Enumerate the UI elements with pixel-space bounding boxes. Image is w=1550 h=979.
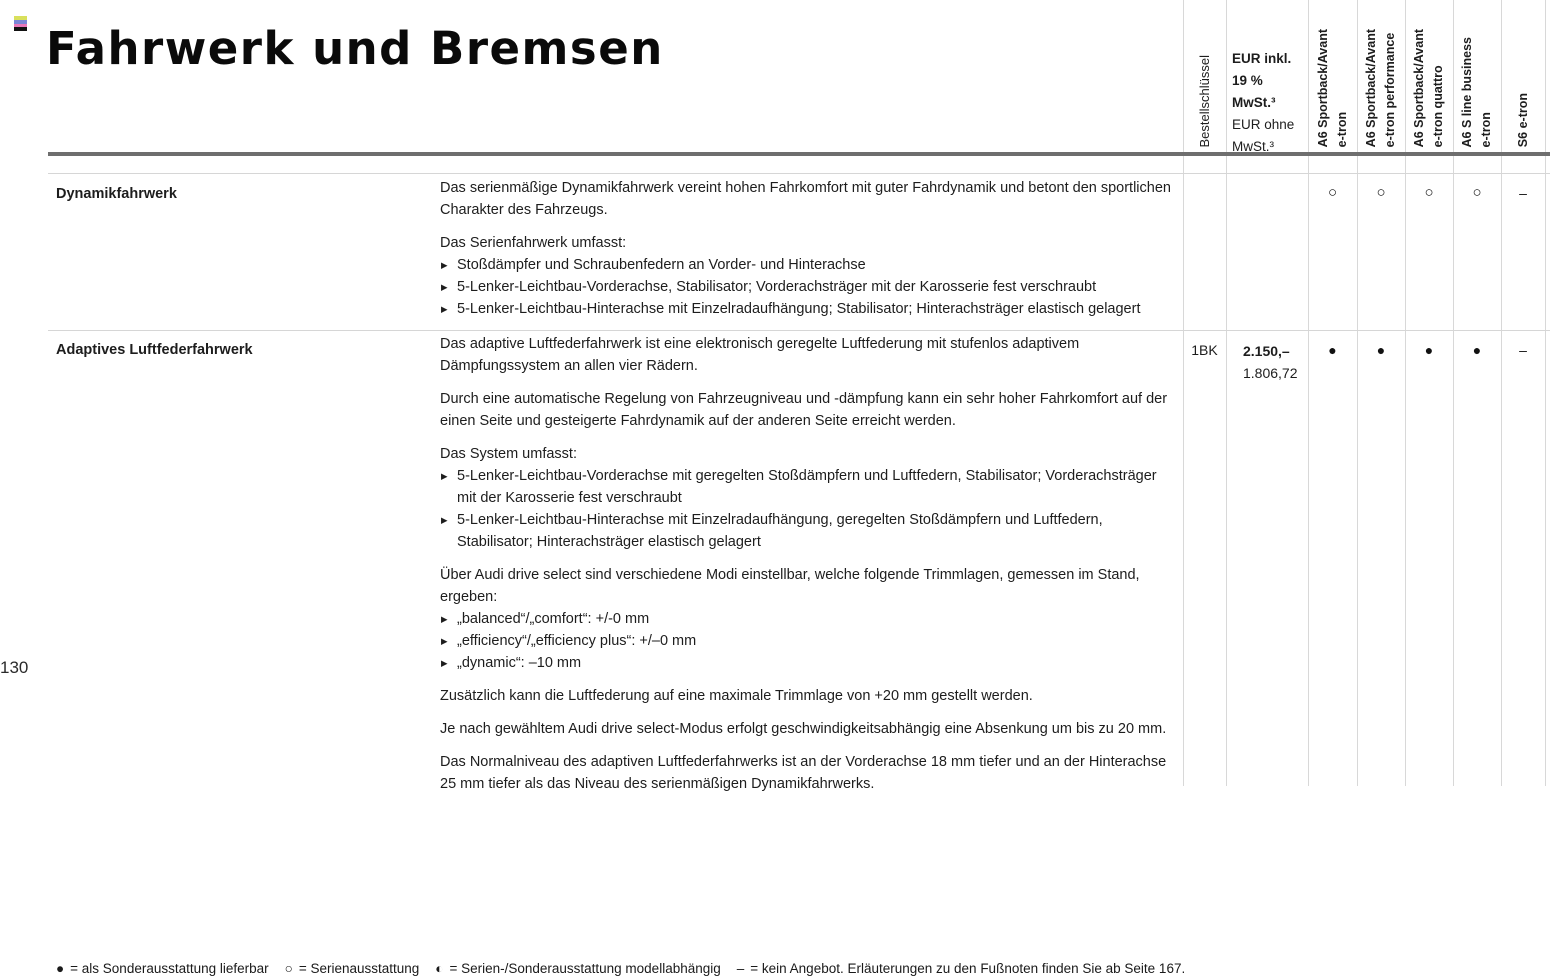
price-cell: [1243, 340, 1307, 384]
column-header-model-5: [1501, 0, 1545, 147]
bullet-triangle-icon: ▶: [441, 614, 448, 624]
model-name-line: e-tron quattro: [1431, 65, 1445, 147]
list-item: [440, 298, 1177, 320]
legend-text: = Serienausstattung: [298, 961, 420, 976]
column-header-model-2: [1357, 0, 1405, 147]
feature-description: [440, 177, 1177, 331]
price-header-line: MwSt.³: [1232, 139, 1274, 154]
bullet-triangle-icon: ▶: [441, 658, 448, 668]
list-item-text: 5-Lenker-Leichtbau-Vorderachse, Stabilisator; Vorderachsträger mit der Karosserie fest verschraubt: [457, 279, 1097, 295]
availability-marker: ●: [1376, 342, 1386, 358]
legend-text: = als Sonderausstattung lieferbar: [70, 961, 269, 976]
model-name-line: e-tron performance: [1383, 32, 1397, 147]
description-paragraph: Durch eine automatische Regelung von Fahrzeugniveau und -dämpfung kann ein sehr hoher Fahrkomfort auf der einen Seite und gesteigerte Fahrdynamik auf der anderen Seite erreicht werden.: [440, 391, 1168, 429]
model-name-line: A6 Sportback/Avant: [1364, 28, 1379, 147]
availability-marker: ●: [1472, 342, 1482, 358]
column-header-model-1: [1308, 0, 1357, 147]
column-divider: [1226, 0, 1227, 786]
feature-description: [440, 333, 1177, 795]
legend-text: = Serien-/Sonderausstattung modellabhängig: [449, 961, 721, 976]
open-circle-icon: ○: [284, 961, 293, 976]
list-item: [440, 608, 1177, 630]
list-item: [440, 630, 1177, 652]
column-header-price: [1232, 48, 1306, 158]
legend: [56, 961, 1185, 976]
model-name-line: S6 e-tron: [1515, 92, 1530, 147]
availability-marker: ○: [1424, 184, 1434, 201]
column-header-model-3: [1405, 0, 1453, 147]
bullet-triangle-icon: ▶: [441, 304, 448, 314]
feature-bullet-list: [440, 254, 1177, 320]
legend-item: [285, 961, 420, 976]
legend-item: [435, 961, 720, 976]
availability-marker: –: [1519, 342, 1527, 358]
legend-text: = kein Angebot. Erläuterungen zu den Fußnoten finden Sie ab Seite 167.: [750, 961, 1186, 976]
model-name-line: A6 Sportback/Avant: [1315, 28, 1330, 147]
list-item: [440, 652, 1177, 674]
price-excl-vat: 1.806,72: [1243, 365, 1298, 381]
color-bar-icon: [14, 16, 27, 31]
description-paragraph: Das System umfasst:: [440, 446, 577, 462]
availability-marker: ○: [1472, 184, 1482, 201]
list-item: [440, 465, 1177, 509]
order-code-value: 1BK: [1191, 342, 1218, 358]
list-item-text: 5-Lenker-Leichtbau-Hinterachse mit Einzelradaufhängung; Stabilisator; Hinterachsträger elastisch gelagert: [457, 301, 1141, 317]
order-code-label: Bestellschlüssel: [1196, 54, 1212, 147]
list-item: [440, 509, 1177, 553]
bullet-triangle-icon: ▶: [441, 471, 448, 481]
availability-marker: ●: [1424, 342, 1434, 358]
bullet-triangle-icon: ▶: [441, 260, 448, 270]
model-name-line: e-tron: [1479, 111, 1493, 147]
list-item-text: Stoßdämpfer und Schraubenfedern an Vorder- und Hinterachse: [457, 257, 866, 273]
list-item-text: „dynamic“: –10 mm: [457, 655, 582, 671]
legend-item: [56, 961, 269, 976]
bullet-triangle-icon: ▶: [441, 282, 448, 292]
price-header-line: EUR ohne: [1232, 117, 1295, 132]
column-divider: [1545, 0, 1546, 786]
description-paragraph: Das serienmäßige Dynamikfahrwerk vereint hohen Fahrkomfort mit guter Fahrdynamik und betont den sportlichen Charakter des Fahrzeugs.: [440, 180, 1171, 218]
feature-name-adaptives-luftfederfahrwerk: Adaptives Luftfederfahrwerk: [56, 342, 253, 358]
model-name-line: A6 Sportback/Avant: [1412, 28, 1427, 147]
availability-marker: ●: [1328, 342, 1337, 358]
filled-circle-icon: ●: [56, 961, 65, 976]
description-paragraph: Das Normalniveau des adaptiven Luftfederfahrwerks ist an der Vorderachse 18 mm tiefer und an der Hinterachse 25 mm tiefer als das Niveau des serienmäßigen Dynamikfahrwerks.: [440, 754, 1167, 792]
list-item: [440, 254, 1177, 276]
feature-bullet-list: [440, 465, 1177, 553]
availability-marker: ○: [1376, 184, 1386, 201]
column-header-order-code: [1183, 0, 1226, 147]
model-name-line: e-tron: [1334, 111, 1349, 147]
description-paragraph: Zusätzlich kann die Luftfederung auf eine maximale Trimmlage von +20 mm gestellt werden.: [440, 688, 1033, 704]
description-paragraph: Das adaptive Luftfederfahrwerk ist eine elektronisch geregelte Luftfederung mit stufenlos adaptivem Dämpfungssystem an allen vier Rädern.: [440, 336, 1080, 374]
list-item-text: 5-Lenker-Leichtbau-Vorderachse mit geregelten Stoßdämpfern und Luftfedern, Stabilisator; Vorderachsträger mit der Karosserie fest verschraubt: [457, 468, 1157, 506]
row-divider: [48, 173, 1550, 174]
list-item-text: 5-Lenker-Leichtbau-Hinterachse mit Einzelradaufhängung, geregelten Stoßdämpfern und Luftfedern, Stabilisator; Hinterachsträger elastisch gelagert: [457, 512, 1103, 550]
list-item-text: „balanced“/„comfort“: +/-0 mm: [457, 611, 650, 627]
list-item: [440, 276, 1177, 298]
model-name-line: A6 S line business: [1460, 36, 1475, 147]
description-paragraph: Über Audi drive select sind verschiedene Modi einstellbar, welche folgende Trimmlagen, gemessen im Stand, ergeben:: [440, 567, 1140, 605]
legend-item: [737, 961, 1185, 976]
availability-marker: –: [1519, 185, 1527, 201]
column-header-model-4: [1453, 0, 1501, 147]
dash-icon: –: [736, 961, 745, 976]
availability-marker: ○: [1327, 184, 1338, 201]
bullet-triangle-icon: ▶: [441, 515, 448, 525]
price-header-line: 19 % MwSt.³: [1232, 73, 1276, 110]
list-item-text: „efficiency“/„efficiency plus“: +/–0 mm: [457, 633, 697, 649]
description-paragraph: Je nach gewähltem Audi drive select-Modus erfolgt geschwindigkeitsabhängig eine Absenkung um bis zu 20 mm.: [440, 721, 1167, 737]
price-incl-vat: 2.150,–: [1243, 343, 1290, 359]
header-rule: [48, 152, 1550, 156]
feature-bullet-list: [440, 608, 1177, 674]
half-circle-icon: ◐: [435, 961, 444, 976]
description-paragraph: Das Serienfahrwerk umfasst:: [440, 235, 627, 251]
bullet-triangle-icon: ▶: [441, 636, 448, 646]
page-title: Fahrwerk und Bremsen: [46, 22, 664, 76]
price-header-line: EUR inkl.: [1232, 51, 1292, 66]
feature-name-dynamikfahrwerk: Dynamikfahrwerk: [56, 186, 177, 202]
page-number: 130: [0, 658, 29, 677]
